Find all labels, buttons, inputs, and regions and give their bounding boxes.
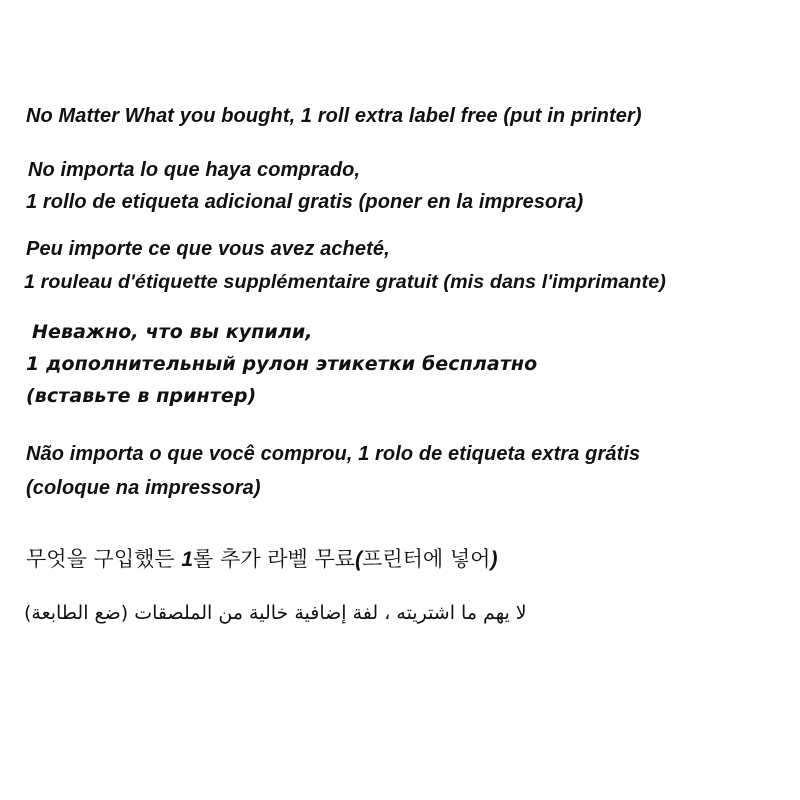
korean-paren-close: ) (490, 548, 498, 571)
portuguese-line-2: (coloque na impressora) (26, 477, 261, 499)
korean-text-2: 롤 추가 라벨 무료 (193, 547, 356, 571)
spanish-line-1: No importa lo que haya comprado, (28, 159, 361, 181)
korean-text-1: 무엇을 구입했든 (26, 547, 182, 571)
korean-number: 1 (181, 548, 194, 571)
korean-paren-open: ( (355, 548, 363, 571)
arabic-line: لا يهم ما اشتريته ، لفة إضافية خالية من الملصقات (ضع الطابعة) (24, 602, 527, 624)
russian-line-2: 1 дополнительный рулон этикетки бесплатно (26, 353, 538, 375)
english-line: No Matter What you bought, 1 roll extra label free (put in printer) (26, 105, 642, 127)
french-line-2: 1 rouleau d'étiquette supplémentaire gratuit (mis dans l'imprimante) (24, 271, 666, 293)
french-line-1: Peu importe ce que vous avez acheté, (26, 238, 390, 260)
korean-line (26, 544, 497, 575)
portuguese-line-1: Não importa o que você comprou, 1 rolo de etiqueta extra grátis (26, 443, 641, 465)
spanish-line-2: 1 rollo de etiqueta adicional gratis (poner en la impresora) (26, 191, 584, 213)
russian-line-3: (вставьте в принтер) (26, 385, 257, 407)
korean-text-3: 프린터에 넣어 (362, 547, 491, 571)
russian-line-1: Неважно, что вы купили, (32, 321, 313, 343)
